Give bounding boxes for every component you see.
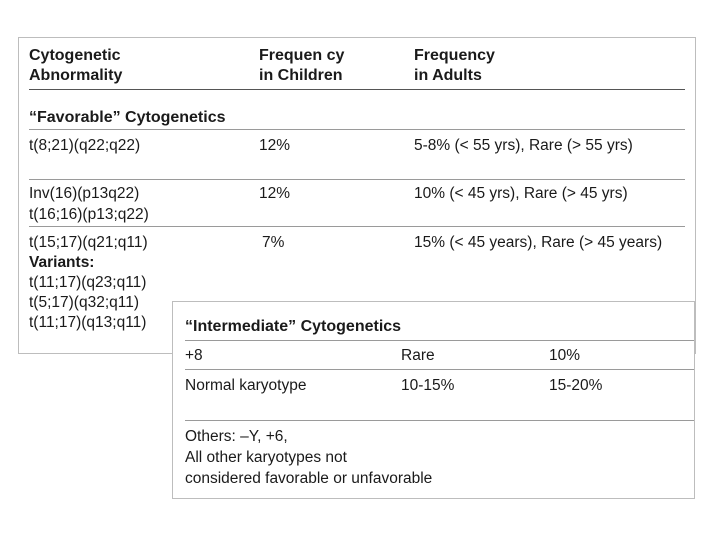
abnormality-cell: +8: [185, 347, 203, 364]
abnormality-cell: t(16;16)(p13;q22): [29, 206, 149, 223]
children-frequency-cell: 10-15%: [401, 377, 455, 394]
divider: [29, 129, 685, 130]
section-title-intermediate: “Intermediate” Cytogenetics: [185, 318, 402, 335]
header-frequency-children: Frequen cy: [259, 47, 345, 64]
header-in-children: in Children: [259, 67, 343, 84]
divider: [185, 340, 694, 341]
row-divider: [185, 420, 694, 421]
variant-cell: t(5;17)(q32;q11): [29, 294, 139, 311]
header-cytogenetic: Cytogenetic: [29, 47, 121, 64]
adults-frequency-cell: 15% (< 45 years), Rare (> 45 years): [414, 234, 663, 251]
abnormality-cell: Normal karyotype: [185, 377, 307, 394]
row-divider: [185, 369, 694, 370]
header-divider: [29, 89, 685, 90]
intermediate-cytogenetics-table: [172, 301, 695, 499]
others-line: Others: –Y, +6,: [185, 428, 288, 445]
header-frequency-adults: Frequency: [414, 47, 495, 64]
abnormality-cell: t(8;21)(q22;q22): [29, 137, 141, 154]
others-line: considered favorable or unfavorable: [185, 470, 433, 487]
children-frequency-cell: 12%: [259, 185, 291, 202]
others-line: All other karyotypes not: [185, 449, 347, 466]
variants-label: Variants:: [29, 254, 95, 271]
children-frequency-cell: 7%: [262, 234, 285, 251]
adults-frequency-cell: 15-20%: [549, 377, 603, 394]
children-frequency-cell: Rare: [401, 347, 435, 364]
row-divider: [29, 179, 685, 180]
header-in-adults: in Adults: [414, 67, 482, 84]
variant-cell: t(11;17)(q13;q11): [29, 314, 147, 331]
row-divider: [29, 226, 685, 227]
section-title-favorable: “Favorable” Cytogenetics: [29, 109, 226, 126]
adults-frequency-cell: 10%: [549, 347, 581, 364]
adults-frequency-cell: 10% (< 45 yrs), Rare (> 45 yrs): [414, 185, 628, 202]
adults-frequency-cell: 5-8% (< 55 yrs), Rare (> 55 yrs): [414, 137, 633, 154]
abnormality-cell: t(15;17)(q21;q11): [29, 234, 148, 251]
variant-cell: t(11;17)(q23;q11): [29, 274, 147, 291]
abnormality-cell: Inv(16)(p13q22): [29, 185, 140, 202]
children-frequency-cell: 12%: [259, 137, 291, 154]
header-abnormality: Abnormality: [29, 67, 123, 84]
